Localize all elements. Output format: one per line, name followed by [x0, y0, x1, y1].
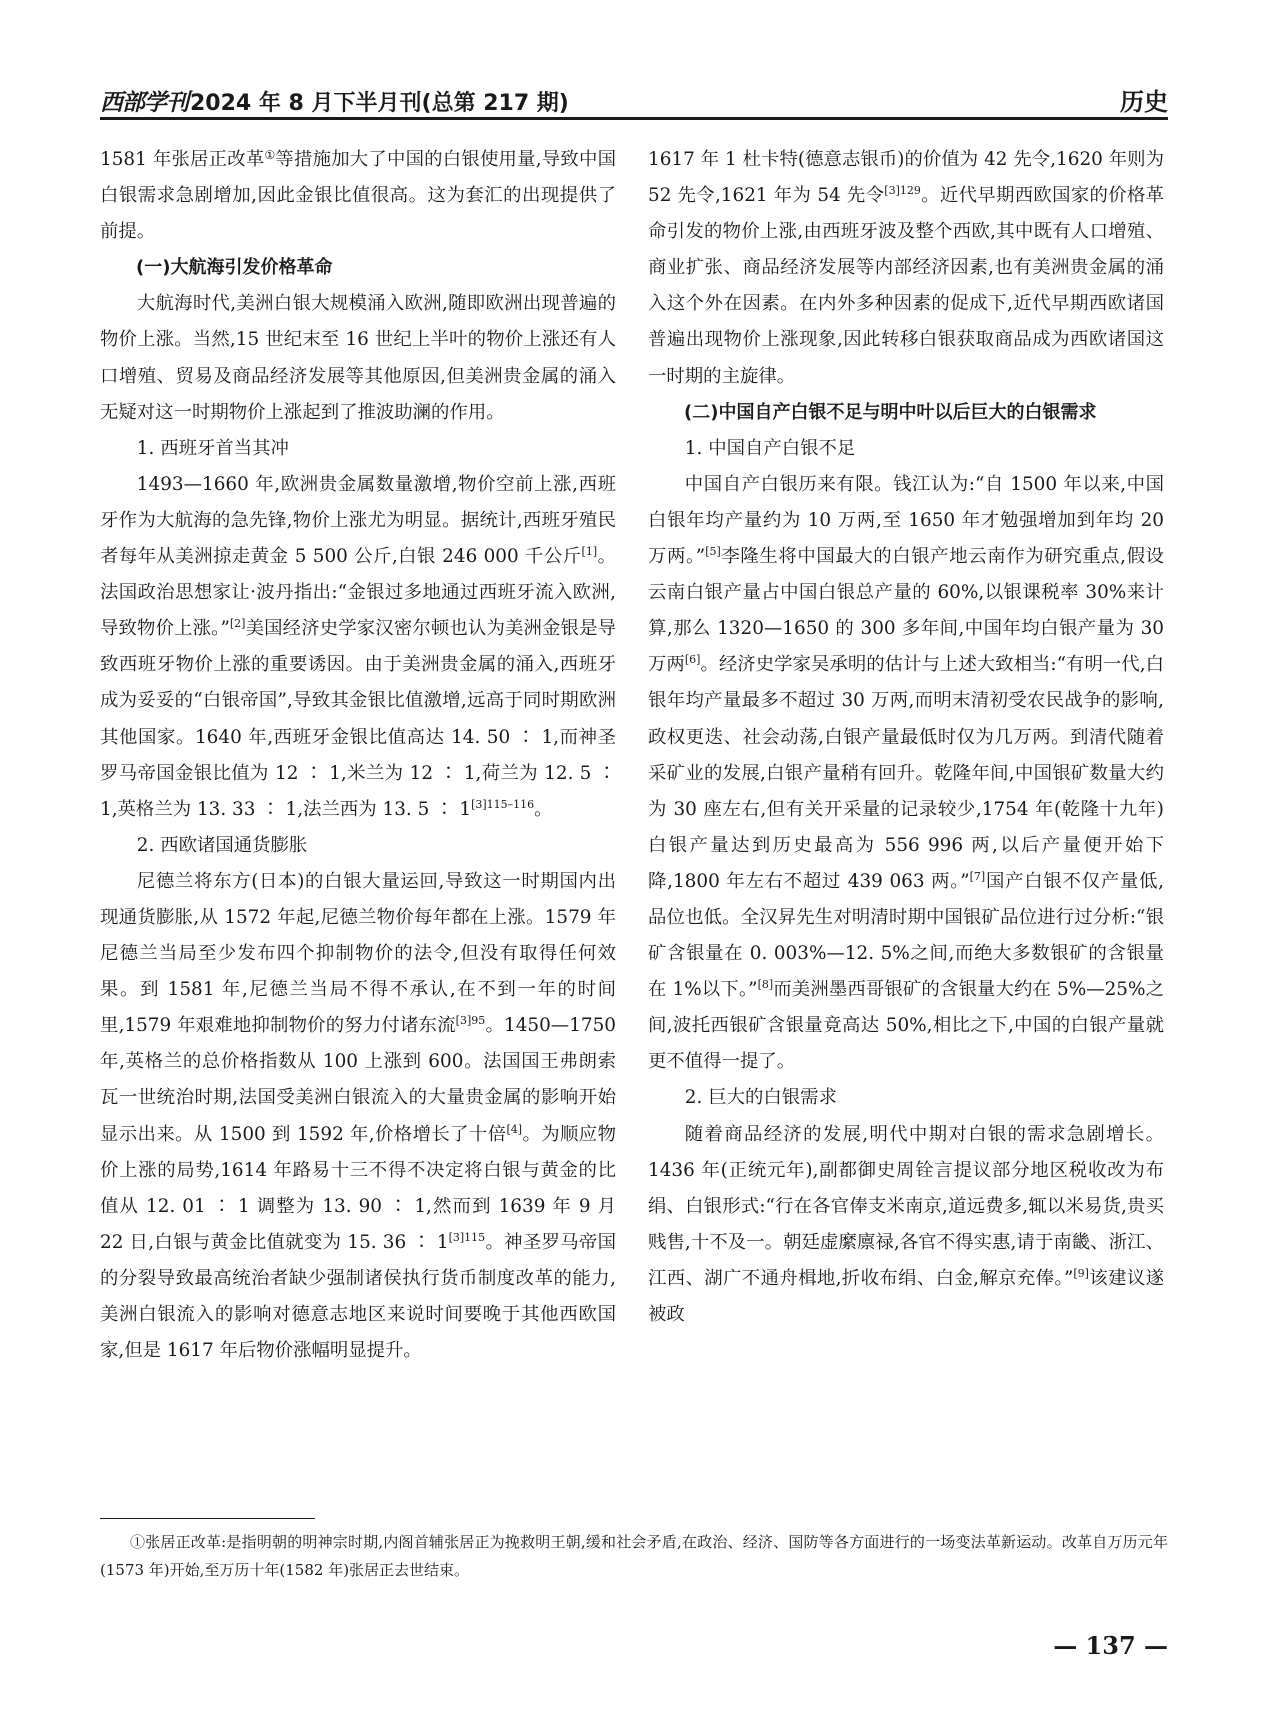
subsection-heading: 2. 西欧诸国通货膨胀	[136, 834, 308, 856]
subsection-heading: 2. 巨大的白银需求	[684, 1087, 837, 1109]
paragraph: 大航海时代,美洲白银大规模涌入欧洲,随即欧洲出现普遍的物价上涨。当然,15 世纪末至 16 世纪上半叶的物价上涨还有人口增殖、贸易及商品经济发展等其他原因,但美洲贵金属的涌入无疑对这一时期物价上涨起到了推波助澜的作用。	[100, 293, 616, 423]
citation[interactable]: [2]	[229, 617, 246, 631]
citation[interactable]: [4]	[506, 1122, 523, 1136]
left-column	[100, 142, 616, 1369]
section-heading: (一)大航海引发价格革命	[136, 257, 333, 279]
issue-label: 2024 年 8 月下半月刊(总第 217 期)	[190, 91, 569, 116]
paragraph: 尼德兰将东方(日本)的白银大量运回,导致这一时期国内出现通货膨胀,从 1572 年起,尼德兰物价每年都在上涨。1579 年尼德兰当局至少发布四个抑制物价的法令,但没有取得任何效果。到 1581 年,尼德兰当局不得不承认,在不到一年的时间里,1579 年艰难地抑制物价的努力付诸东流$^{[3]95}$。1450—1750 年,英格兰的总价格指数从 100 上涨到 600。法国国王弗朗索瓦一世统治时期,法国受美洲白银流入的大量贵金属的影响开始显示出来。从 1500 到 1592 年,价格增长了十倍[4]。为顺应物价上涨的局势,1614 年路易十三不得不决定将白银与黄金的比值从 12. 01 ∶ 1 调整为 13. 90 ∶ 1,然而到 1639 年 9 月 22 日,白银与黄金比值就变为 15. 36 ∶ $1^{[3]115}$。神圣罗马帝国的分裂导致最高统治者缺少强制诸侯执行货币制度改革的能力,美洲白银流入的影响对德意志地区来说时间要晚于其他西欧国家,但是 1617 年后物价涨幅明显提升。	[100, 870, 616, 1362]
right-column	[648, 142, 1164, 1333]
citation[interactable]: [3]115–116	[471, 797, 535, 811]
paragraph: 1493—1660 年,欧洲贵金属数量激增,物价空前上涨,西班牙作为大航海的急先锋,物价上涨尤为明显。据统计,西班牙殖民者每年从美洲掠走黄金 5 500 公斤,白银 246 000 千公斤[1]。法国政治思想家让·波丹指出:“金银过多地通过西班牙流入欧洲,导致物价上涨。”[2]美国经济史学家汉密尔顿也认为美洲金银是导致西班牙物价上涨的重要诱因。由于美洲贵金属的涌入,西班牙成为妥妥的“白银帝国”,导致其金银比值激增,远高于同时期欧洲其他国家。1640 年,西班牙金银比值高达 14. 50 ∶ 1,而神圣罗马帝国金银比值为 12 ∶ 1,米兰为 12 ∶ 1,荷兰为 12. 5 ∶ 1,英格兰为 13. 33 ∶ 1,法兰西为 13. 5 ∶ $1^{[3]115-116}$。	[100, 473, 616, 820]
page-number: — 137 —	[1053, 1631, 1168, 1660]
header-rule	[100, 117, 1168, 120]
footnote-marker[interactable]: ①	[264, 148, 276, 162]
citation[interactable]: [7]	[969, 869, 986, 883]
citation[interactable]: [6]	[684, 653, 701, 667]
citation[interactable]: [3]115	[448, 1230, 486, 1244]
subsection-heading: 1. 西班牙首当其冲	[136, 437, 289, 459]
citation[interactable]: [1]	[581, 545, 598, 559]
journal-logo: 西部学刊	[100, 89, 188, 116]
citation[interactable]: [5]	[705, 545, 721, 559]
paragraph: 1581 年张居正改革①等措施加大了中国的白银使用量,导致中国白银需求急剧增加,因此金银比值很高。这为套汇的出现提供了前提。	[100, 148, 616, 243]
subsection-heading: 1. 中国自产白银不足	[684, 437, 856, 459]
citation[interactable]: [3]129	[884, 184, 921, 198]
citation[interactable]: [3]95	[455, 1014, 486, 1028]
paragraph: 中国自产白银历来有限。钱江认为:“自 1500 年以来,中国白银年均产量约为 10 万两,至 1650 年才勉强增加到年均 20 万两。”[5]李隆生将中国最大的白银产地云南作为研究重点,假设云南白银产量占中国白银总产量的 60%,以银课税率 30%来计算,那么 1320—1650 的 300 多年间,中国年均白银产量为 30 万两[6]。经济史学家吴承明的估计与上述大致相当:“有明一代,白银年均产量最多不超过 30 万两,而明末清初受农民战争的影响,政权更迭、社会动荡,白银产量最低时仅为几万两。到清代随着采矿业的发展,白银产量稍有回升。乾隆年间,中国银矿数量大约为 30 座左右,但有关开采量的记录较少,1754 年(乾隆十九年)白银产量达到历史最高为 556 996 两,以后产量便开始下降,1800 年左右不超过 439 063 两。”[7]国产白银不仅产量低,品位也低。全汉昇先生对明清时期中国银矿品位进行过分析:“银矿含银量在 0. 003%—12. 5%之间,而绝大多数银矿的含银量在 1%以下。”[8]而美洲墨西哥银矿的含银量大约在 5%—25%之间,波托西银矿含银量竟高达 50%,相比之下,中国的白银产量就更不值得一提了。	[648, 473, 1165, 1073]
paragraph: 1617 年 1 杜卡特(德意志银币)的价值为 42 先令,1620 年则为 52 先令,1621 年为 54 先令$^{[3]129}$。近代早期西欧国家的价格革命引发的物价上涨,由西班牙波及整个西欧,其中既有人口增殖、商业扩张、商品经济发展等内部经济因素,也有美洲贵金属的涌入这个外在因素。在内外多种因素的促成下,近代早期西欧诸国普遍出现物价上涨现象,因此转移白银获取商品成为西欧诸国这一时期的主旋律。	[648, 149, 1164, 387]
section-label: 历史	[1120, 88, 1168, 116]
paragraph: 随着商品经济的发展,明代中期对白银的需求急剧增长。1436 年(正统元年),副都御史周铨言提议部分地区税收改为布绢、白银形式:“行在各官俸支米南京,道远费多,辄以米易货,贵买贱售,十不及一。朝廷虚縻廪禄,各官不得实惠,请于南畿、浙江、江西、湖广不通舟楫地,折收布绢、白金,解京充俸。”[9]该建议遂被政	[648, 1123, 1164, 1325]
footnote-rule	[100, 1518, 315, 1519]
footnote: ①张居正改革:是指明朝的明神宗时期,内阁首辅张居正为挽救明王朝,缓和社会矛盾,在政治、经济、国防等各方面进行的一场变法革新运动。改革自万历元年(1573 年)开始,至万历十年(1582 年)张居正去世结束。	[100, 1533, 1168, 1579]
citation[interactable]: [8]	[757, 978, 774, 992]
running-header	[100, 76, 1168, 116]
journal-issue	[100, 84, 569, 117]
citation[interactable]: [9]	[1073, 1266, 1089, 1280]
section-heading: (二)中国自产白银不足与明中叶以后巨大的白银需求	[684, 401, 1097, 423]
